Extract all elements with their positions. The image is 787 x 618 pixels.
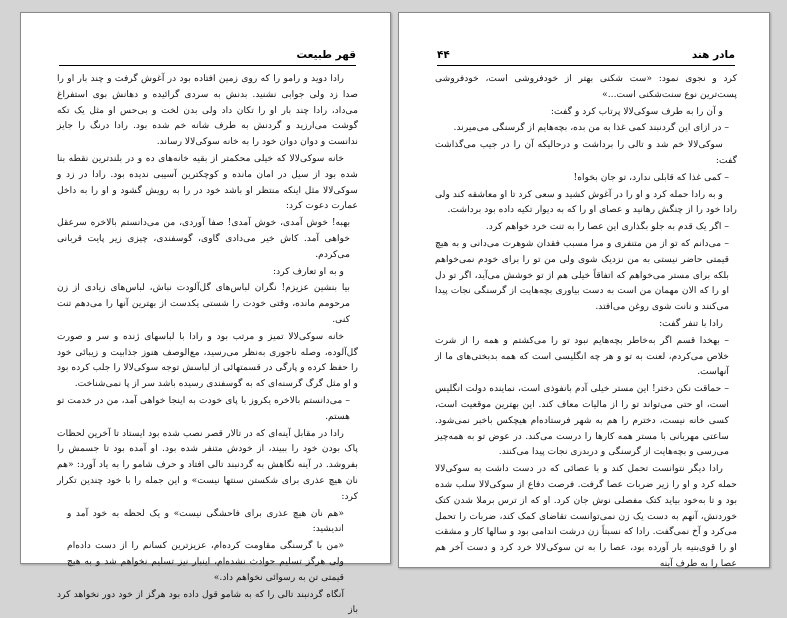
dialogue-line: بیا بنشین عزیزم! نگران لباس‌های گل‌آلودت نباش، لباس‌های زیادی از زن مرحومم مانده، وقتی خودت را شستی یکدست از بهترین آنها را می‌دهم تنت کنی. — [57, 280, 358, 327]
dialogue-line: – در ازای این گردنبند کمی غذا به من بده، بچه‌هایم از گرسنگی می‌میرند. — [435, 120, 737, 136]
page-number: ۴۴ — [437, 49, 450, 61]
paragraph: رادا در مقابل آینه‌ای که در تالار قصر نصب شده بود ایستاد تا آخرین لحظات پاک بودن خود را ببیند، از خودش متنفر شده بود. او آمده بود تا جسمش را بفروشد. در آینه نگاهش به گردنبند تالی افتاد و حرف شامو را به یاد آورد: «هم نان هیچ عذری برای شکستن سنتها نیست» و این جمله را با خود چندین تکرار کرد: — [57, 426, 358, 505]
dialogue-line: – بهخدا قسم اگر به‌خاطر بچه‌هایم نبود تو را می‌کشتم و همه را از شرت خلاص می‌کردم، لعنت به تو و هر چه انگلیسی است که همه بدبختی‌های ما از آنهاست. — [435, 333, 737, 380]
left-page — [20, 12, 391, 564]
right-page — [398, 12, 770, 568]
paragraph: رادا دوید و رامو را که روی زمین افتاده بود در آغوش گرفت و چند بار او را صدا زد ولی جوابی نشنید. بدنش به سردی گرائیده و دهانش بوی استفراغ می‌داد، رادا چند بار او را تکان داد ولی بدن لخت و بی‌حس او مثل یک تکه گوشت می‌ارزید و گردنش به طرف شانه خم شده بود. رادا درنگ را جایز ندانست و دوان دوان خود را به خانه سوکی‌لالا رساند. — [57, 71, 358, 150]
running-header — [59, 49, 356, 66]
running-head-title: مادر هند — [692, 49, 735, 61]
quote-line: «من با گرسنگی مقاومت کرده‌ام، عزیزترین کسانم را از دست داده‌ام ولی هرگز تسلیم حوادث نشده‌ام، اینبار نیز تسلیم نخواهم شد و به هیچ قیمتی تن به رسوائی نخواهم داد.» — [57, 538, 358, 585]
quote-line: «هم نان هیچ عذری برای فاحشگی نیست» و یک لحظه به خود آمد و اندیشید: — [57, 506, 358, 538]
dialogue-line: – حماقت نکن دختر! این مستر خیلی آدم بانفوذی است، نماینده دولت انگلیس است، او حتی می‌تواند تو را از مالیات معاف کند. این بهترین موقعیت است، کسی خانه نیست، دخترم را هم به شهر فرستاده‌ام هیچکس باخبر نمی‌شود. ساعتی مهربانی با مستر همه کارها را درست می‌کند. در عوض تو به همه‌چیز می‌رسی و بچه‌هایت از گرسنگی و دربدری نجات پیدا می‌کنند. — [435, 381, 737, 460]
paragraph: و به او تعارف کرد: — [57, 264, 358, 280]
paragraph: آنگاه گردنبند تالی را که به شامو قول داده بود هرگز از خود دور نخواهد کرد باز — [57, 587, 358, 618]
running-header — [437, 49, 735, 66]
page-body-text — [435, 71, 737, 559]
paragraph: و به رادا حمله کرد و او را در آغوش کشید و سعی کرد تا او معاشقه کند ولی رادا خود را از چنگش رهانید و عصای او را که به دیوار تکیه داده بود برداشت. — [435, 187, 737, 219]
page-body-text — [57, 71, 358, 555]
dialogue-line: – اگر یک قدم به جلو بگذاری این عصا را به تنت خرد خواهم کرد. — [435, 219, 737, 235]
paragraph: رادا دیگر نتوانست تحمل کند و با عصائی که در دست داشت به سوکی‌لالا حمله کرد و او را زیر ضربات عصا گرفت. فرصت دفاع از سوکی‌لالا سلب شده بود و تا به‌خود بیاید کتک مفصلی نوش جان کرد. او که از ترس برملا شدن کتک خوردنش، آنهم به دست یک زن نمی‌توانست تقاضای کمک کند، ضربات را تحمل می‌کرد و آخ نمی‌گفت. رادا که نسبتاً زن درشت اندامی بود و سالها کار و مشقت او را قوی‌بنیه بار آورده بود، عصا را به تن سوکی‌لالا خرد کرد و دست آخر هم عصا را به طرف آینه — [435, 461, 737, 572]
paragraph: سوکی‌لالا خم شد و تالی را برداشت و درحالیکه آن را در جیب می‌گذاشت گفت: — [435, 137, 737, 169]
paragraph: کرد و نجوی نمود: «ست شکنی بهتر از خودفروشی است، خودفروشی پست‌ترین نوع سنت‌شکنی است...» — [435, 71, 737, 103]
dialogue-line: – کمی غذا که قابلی ندارد، تو جان بخواه! — [435, 170, 737, 186]
dialogue-line: – می‌دانستم بالاخره یکروز با پای خودت به اینجا خواهی آمد، من در خدمت تو هستم. — [57, 393, 358, 425]
paragraph: خانه سوکی‌لالا تمیز و مرتب بود و رادا با لباسهای ژنده و سر و صورت گل‌آلوده، وصله ناجوری به‌نظر می‌رسید، مع‌الوصف هنوز جذابیت و زیبائی خود را حفظ کرده و پارگی در قسمتهائی از لباسش توجه سوکی‌لالا را جلب کرده بود و او مثل گرگ گرسنه‌ای که به گوسفندی رسیده باشد سر از پا نمی‌شناخت. — [57, 329, 358, 392]
paragraph: خانه سوکی‌لالا که خیلی محکمتر از بقیه خانه‌های ده و در بلندترین نقطه بنا شده بود از سیل در امان مانده و کوچکترین آسیبی ندیده بود. رادا در زد و سوکی‌لالا مثل اینکه منتظر او باشد خود در را به رویش گشود و او را به داخل عمارت دعوت کرد: — [57, 151, 358, 214]
running-head-title: قهر طبیعت — [297, 49, 357, 61]
dialogue-line: – می‌دانم که تو از من متنفری و مرا مسبب فقدان شوهرت می‌دانی و به هیچ قیمتی حاضر نیستی به من نزدیک شوی ولی من تو را برای خودم نمی‌خواهم بلکه برای مستر می‌خواهم که اتفاقاً خیلی هم از تو خوشش می‌آید، اگر تو دل او را که الان مهمان من است به دست بیاوری بچه‌هایت از گرسنگی نجات پیدا می‌کنند و نانت شوی روغن می‌افتد. — [435, 236, 737, 315]
paragraph: رادا با تنفر گفت: — [435, 316, 737, 332]
dialogue-line: بهبه! خوش آمدی، خوش آمدی! صفا آوردی، من می‌دانستم بالاخره سرعقل خواهی آمد. کاش خیر می‌دادی گاوی، گوسفندی، چیزی زیر پایت قربانی می‌کردم. — [57, 215, 358, 262]
paragraph: و آن را به طرف سوکی‌لالا پرتاب کرد و گفت: — [435, 104, 737, 120]
